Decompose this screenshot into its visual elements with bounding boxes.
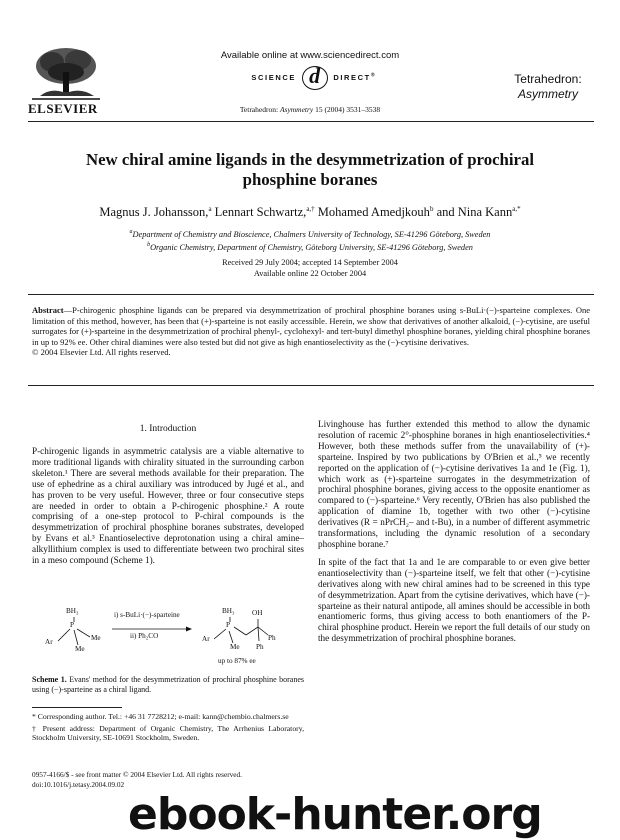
author-list [0, 205, 620, 220]
journal-name [498, 72, 598, 102]
journal-name-line2: Asymmetry [518, 87, 578, 101]
scheme-caption-label: Scheme 1. [32, 675, 67, 684]
journal-name-line1: Tetrahedron: [514, 72, 582, 86]
scheme-ar-right: Ar [202, 635, 210, 643]
sd-logo-left: SCIENCE [251, 72, 296, 82]
scheme-ph-1: Ph [268, 634, 276, 642]
abstract-bottom-rule [28, 385, 594, 386]
article-title-line2: phosphine boranes [242, 170, 378, 189]
footnote-rule [32, 707, 122, 708]
scheme-bh3-left: BH₃ [66, 607, 79, 615]
scheme-ar-left: Ar [45, 638, 53, 646]
abstract [32, 305, 590, 358]
scheme-caption-text: Evans' method for the desymmetrization of prochiral phosphine boranes using (−)-sparteine as a chiral ligand. [32, 675, 305, 694]
author-1-affil: a [208, 205, 212, 213]
article-title [0, 150, 620, 190]
sciencedirect-logo [218, 63, 408, 90]
footnote-present-address: † Present address: Department of Organic Chemistry, The Arrhenius Laboratory, Stockholm University, SE-10691 Stockholm, Sweden. [32, 723, 304, 743]
scheme-p-right: P [226, 621, 230, 629]
affiliation-b [0, 240, 620, 253]
footnote-corresponding: * Corresponding author. Tel.: +46 31 7728212; e-mail: kann@chembio.chalmers.se [32, 712, 289, 721]
abstract-top-rule [28, 294, 594, 295]
watermark-text: ebook-hunter.org [128, 789, 542, 840]
affil-a-text: Department of Chemistry and Bioscience, Chalmers University of Technology, SE-41296 Göteborg, Sweden [132, 229, 491, 239]
sd-logo-right: DIRECT [333, 72, 371, 82]
footnotes [32, 712, 304, 743]
citation-prefix: Tetrahedron: [239, 105, 279, 114]
citation-line [0, 105, 620, 114]
received-date: Received 29 July 2004; accepted 14 September 2004 [222, 258, 398, 267]
scheme-me-left-2: Me [75, 645, 85, 653]
author-4-affil: a,* [512, 205, 521, 213]
right-paragraph-2: In spite of the fact that 1a and 1e are comparable to or even give better enantioselectivity than (−)-sparteine itself, we felt that other (−)-cytisine derivatives along with new chiral amines had to be screened in this type of desymmetrization. Apart from the cytisine derivatives, which have (−)-sparteine as their natural antipode, all amines should be accessible in both enantiomeric forms, thus giving access to both enantiomers of the P-chiral phosphine product. Herein we report the full details of our study on the desymmetrization of prochiral phosphine boranes. [318, 556, 590, 644]
right-paragraph-1: Livinghouse has further extended this method to allow the dynamic resolution of racemic 2°-phosphine boranes in high enantioselectivities.⁴ However, both these methods suffer from the unavailability of (+)-sparteine. Inspired by two publications by O'Brien et al.,⁵ we recently reported on the application of (−)-cytisine derivatives 1a and 1e (Fig. 1), which work as (+)-sparteine surrogates in the desymmetrization of prochiral phosphine boranes, giving access to the opposite enantiomer as compared to (−)-sparteine.⁶ Very recently, O'Brien has also published the application of diamine 1b, together with two other (−)-cytisine derivatives (R = nPrCH₂– and t-Bu), in a number of different asymmetric transformations, including the dynamic resolution of a secondary phosphine borane.⁷ [318, 419, 590, 549]
scheme-ph-2: Ph [256, 643, 264, 651]
article-title-line1: New chiral amine ligands in the desymmetrization of prochiral [85, 150, 535, 169]
author-2-affil: a,† [306, 205, 315, 213]
scheme-step-1: i) s-BuLi·(−)-sparteine [114, 611, 180, 619]
scheme-me-right: Me [230, 643, 240, 651]
author-3[interactable]: Mohamed Amedjkouh [317, 205, 430, 220]
intro-paragraph-1: P-chirogenic ligands in asymmetric catalysis are a viable alternative to more traditional ligands with chirality situated in the surrounding carbon skeleton.¹ There are several methods available for their preparation. The use of ephedrine as a chiral auxiliary was introduced by Jugé et al., and has proven to be very useful. However, three or four consecutive steps are needed in order to obtain a P-chirogenic phosphine.² A route comprising of a one-step protocol to P-chiral compounds is the desymmetrization of prochiral phosphine boranes substrates, developed by Evans et al.³ Enantioselective deprotonation using a chiral amine–alkyllithium complex is used to differentiate between two prochiral sites in a meso compound (Scheme 1). [32, 446, 304, 566]
scheme-me-left-1: Me [91, 634, 101, 642]
affiliation-a [0, 227, 620, 240]
scheme-yield: up to 87% ee [218, 657, 256, 665]
citation-journal: Asymmetry [279, 105, 314, 114]
available-date: Available online 22 October 2004 [253, 269, 367, 278]
affil-b-text: Organic Chemistry, Department of Chemistry, Göteborg University, SE-41296 Göteborg, Sweden [150, 242, 473, 252]
available-online: Available online at www.sciencedirect.com [220, 50, 400, 61]
scheme-step-2: ii) Ph₂CO [130, 632, 159, 640]
author-1[interactable]: Magnus J. Johansson, [99, 205, 209, 220]
author-2[interactable]: Lennart Schwartz, [214, 205, 307, 220]
scheme-bh3-right: BH₃ [222, 607, 235, 615]
author-3-affil: b [429, 205, 434, 213]
footer-doi[interactable]: doi:10.1016/j.tetasy.2004.09.02 [32, 779, 125, 789]
abstract-text: —P-chirogenic phosphine ligands can be prepared via desymmetrization of prochiral phosphine boranes using s-BuLi·(−)-sparteine complexes. One limitation of this method, however, has been that (+)-sparteine is not easily accessible. Herein, we show that derivatives of another alkaloid, (−)-cytisine, are useful surrogates for (+)-sparteine in the desymmetrization of prochiral phenyl-, cyclohexyl- and tert-butyl dimethyl phosphine boranes, yielding chiral phosphine boranes in up to 92% ee. Other chiral diamines were also tested but did not give as high enantioselectivity as the (−)-cytisine derivatives. [32, 305, 590, 347]
scheme-oh: OH [252, 609, 263, 617]
scheme-1-caption [32, 675, 304, 695]
sd-logo-mark: ® [370, 72, 375, 79]
section-heading: 1. Introduction [139, 424, 197, 434]
header-rule [28, 121, 594, 122]
footer [32, 770, 332, 789]
scheme-p-left: P [70, 621, 74, 629]
scheme-labels [32, 607, 304, 669]
right-column [318, 419, 590, 651]
footer-issn: 0957-4166/$ - see front matter © 2004 Elsevier Ltd. All rights reserved. [32, 770, 243, 779]
sd-logo-mid: d [302, 66, 328, 90]
dates [0, 257, 620, 279]
abstract-label: Abstract [32, 305, 64, 315]
affil-b-sup: b [147, 241, 151, 248]
abstract-copyright: © 2004 Elsevier Ltd. All rights reserved. [32, 347, 171, 358]
publisher-name: ELSEVIER [28, 101, 98, 116]
affiliations [0, 227, 620, 253]
affil-a-sup: a [129, 229, 133, 235]
author-4[interactable]: and Nina Kann [436, 205, 513, 220]
citation-rest: 15 (2004) 3531–3538 [315, 105, 381, 114]
